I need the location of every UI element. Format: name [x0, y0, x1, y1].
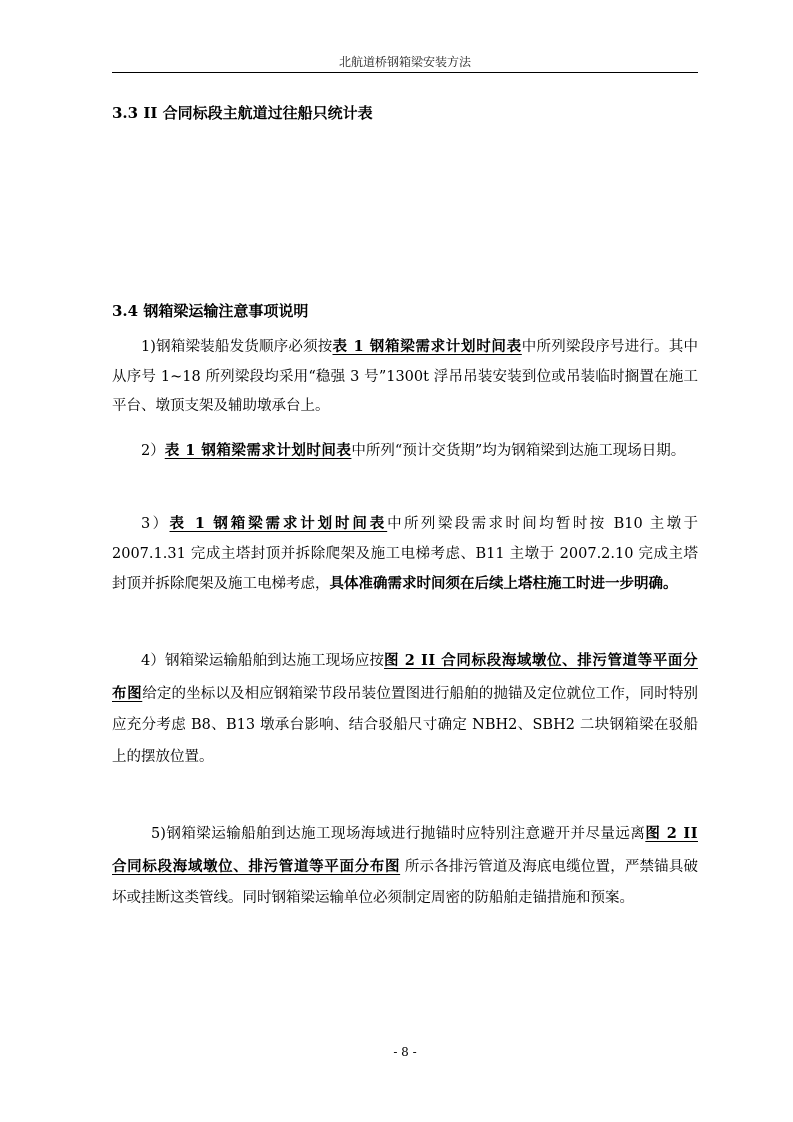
section-heading-3-4: 3.4 钢箱梁运输注意事项说明 [112, 302, 309, 320]
paragraph-1 [112, 332, 698, 422]
paragraph-2-text-a: 2） [141, 443, 165, 459]
section-heading-3-3: 3.3 II 合同标段主航道过往船只统计表 [112, 104, 373, 122]
paragraph-3 [112, 509, 698, 600]
table-1-reference: 表 1 钢箱梁需求计划时间表 [169, 515, 388, 532]
paragraph-1-text-a: 1)钢箱梁装船发货顺序必须按 [141, 339, 333, 355]
paragraph-4-text-a: 4）钢箱梁运输船舶到达施工现场应按 [141, 653, 385, 669]
header-divider [112, 72, 698, 73]
paragraph-3-emphasis: 具体准确需求时间须在后续上塔柱施工时进一步明确。 [329, 575, 678, 592]
paragraph-1-text-b: 中所列梁段序号进行。其中从序号 1~18 所列梁段均采用“稳强 3 号”1300t 浮吊吊装安装到位或吊装临时搁置在施工平台、墩顶支架及辅助墩承台上。 [112, 339, 699, 414]
figure-2-reference: 图 2 II 合同标段海域墩位、排污管道等平面分布图 [112, 825, 698, 875]
paragraph-2-text-b: 中所列“预计交货期”均为钢箱梁到达施工现场日期。 [351, 443, 686, 459]
table-1-reference: 表 1 钢箱梁需求计划时间表 [164, 442, 352, 459]
paragraph-2 [112, 436, 698, 467]
paragraph-5-text-b: 所示各排污管道及海底电缆位置，严禁锚具破坏或挂断这类管线。同时钢箱梁运输单位必须制定周密的防船舶走锚措施和预案。 [112, 858, 699, 906]
figure-2-reference: 图 2 II 合同标段海域墩位、排污管道等平面分布图 [112, 652, 698, 702]
paragraph-3-text-b: 中所列梁段需求时间均暂时按 B10 主墩于 2007.1.31 完成主塔封顶并拆除爬架及施工电梯考虑、B11 主墩于 2007.2.10 完成主塔封顶并拆除爬架及施工电梯考虑， [112, 516, 699, 592]
paragraph-3-text-a: 3） [141, 516, 170, 532]
page-number: - 8 - [393, 1045, 417, 1059]
table-1-reference: 表 1 钢箱梁需求计划时间表 [332, 338, 522, 355]
paragraph-4 [112, 645, 698, 773]
paragraph-4-text-b: 给定的坐标以及相应钢箱梁节段吊装位置图进行船舶的抛锚及定位就位工作，同时特别应充分考虑 B8、B13 墩承台影响、结合驳船尺寸确定 NBH2、SBH2 二块钢箱梁在驳船上的摆放位置。 [112, 685, 699, 765]
paragraph-5 [112, 818, 698, 915]
paragraph-5-text-a: 5)钢箱梁运输船舶到达施工现场海域进行抛锚时应特别注意避开并尽量远离 [151, 826, 646, 842]
running-header: 北航道桥钢箱梁安装方法 [338, 55, 471, 69]
